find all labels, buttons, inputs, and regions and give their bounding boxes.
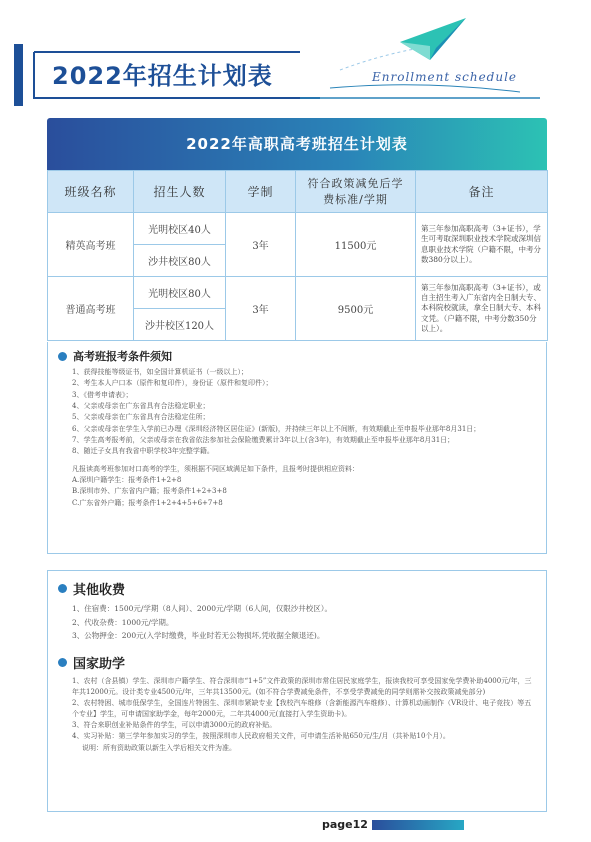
flight-path bbox=[340, 48, 420, 70]
table-row bbox=[48, 213, 548, 245]
fee: 9500元 bbox=[296, 277, 416, 341]
list-item: 4、父亲或母亲在广东省具有合法稳定职业； bbox=[72, 401, 210, 410]
enrollment-table-section bbox=[47, 118, 547, 341]
list-item: C.广东省外户籍；报考条件1+2+4+5+6+7+8 bbox=[72, 498, 223, 507]
other-fees-list bbox=[58, 602, 536, 643]
campus-count: 光明校区40人 bbox=[134, 213, 226, 245]
list-item: 8、随迁子女具有我省中职学校3年完整学籍。 bbox=[72, 447, 214, 456]
page-title: 2022年招生计划表 bbox=[52, 62, 273, 90]
table-row bbox=[48, 277, 548, 309]
aid-note: 说明：所有资助政策以新生入学后相关文件为准。 bbox=[82, 743, 236, 752]
list-item: 3、符合来职创业补贴条件的学生，可以申请3000元的政府补贴。 bbox=[72, 721, 277, 730]
note: 第三年参加高职高考（3+证书），或自主招生考入广东省内全日制大专、本科院校就读，拿全日制大专、本科文凭。（户籍不限，中考分数350分以上）。 bbox=[416, 277, 548, 341]
col-header-duration: 学制 bbox=[226, 171, 296, 213]
col-header-class: 班级名称 bbox=[48, 171, 134, 213]
conditions-heading-row bbox=[58, 348, 536, 364]
fee: 11500元 bbox=[296, 213, 416, 277]
bullet-dot-icon bbox=[58, 584, 67, 593]
other-fees-heading-row bbox=[58, 579, 536, 598]
page-number: page12 bbox=[322, 818, 368, 831]
list-item: 1、农村（含县镇）学生、深圳市户籍学生、符合深圳市“1+5”文件政策的深圳市常住居民家庭学生，报读我校可享受国家免学费补助4000元/年，三年共12000元。设计类专业4500元/年，三年共13500元。(如不符合学费减免条件，不享受学费减免的同学则需补交按政策减免部分) bbox=[72, 676, 532, 696]
paper-plane-icon bbox=[400, 18, 466, 60]
note: 第三年参加高职高考（3+证书），学生可考取深圳职业技术学院或深圳信息职业技术学院（户籍不限，中考分数380分以上）。 bbox=[416, 213, 548, 277]
page-subtitle-en: Enrollment schedule bbox=[372, 70, 518, 84]
list-item: 6、父亲或母亲在学生入学前已办理《深圳经济特区居住证》(新版)，并持续三年以上不间断，有效期截止至申报毕业那年8月31日； bbox=[72, 424, 481, 433]
col-header-note: 备注 bbox=[416, 171, 548, 213]
other-fees-section bbox=[47, 570, 547, 812]
col-header-enrollment: 招生人数 bbox=[134, 171, 226, 213]
class-name: 精英高考班 bbox=[48, 213, 134, 277]
header-left-bar bbox=[14, 44, 23, 106]
swoosh-line bbox=[330, 85, 520, 92]
list-item: B.深圳市外、广东省内户籍；报考条件1+2+3+8 bbox=[72, 487, 227, 496]
list-item: 7、学生高考报考前，父亲或母亲在我省依法参加社会保险缴费累计3年以上(含3年)，有效期截止至申报毕业那年8月31日； bbox=[72, 435, 455, 444]
col-header-fee: 符合政策减免后学费标准/学期 bbox=[296, 171, 416, 213]
class-name: 普通高考班 bbox=[48, 277, 134, 341]
list-item: 1、住宿费：1500元/学期（8人间）、2000元/学期（6人间，仅限沙井校区）。 bbox=[72, 604, 333, 613]
list-item: 4、实习补贴：第三学年参加实习的学生，按照深圳市人民政府相关文件，可申请生活补贴650元/生/月（共补贴10个月）。 bbox=[72, 732, 450, 741]
aid-list bbox=[58, 676, 536, 754]
page-bar-decoration bbox=[372, 820, 464, 830]
table-title: 2022年高职高考班招生计划表 bbox=[47, 118, 547, 170]
list-item: A.深圳户籍学生：报考条件1+2+8 bbox=[72, 475, 182, 484]
conditions-section bbox=[47, 342, 547, 554]
aid-heading: 国家助学 bbox=[73, 656, 126, 672]
conditions-heading: 高考班报考条件须知 bbox=[73, 350, 172, 363]
conditions-intro: 凡报读高考班参加对口高考的学生，须根据不同区域满足如下条件，且报考时提供相应资料： bbox=[72, 464, 359, 473]
campus-count: 沙井校区80人 bbox=[134, 245, 226, 277]
list-item: 3、《借考申请表》； bbox=[72, 390, 133, 399]
bullet-dot-icon bbox=[58, 658, 67, 667]
list-item: 2、代收杂费：1000元/学期。 bbox=[72, 617, 174, 627]
list-item: 2、农村特困、城市低保学生，全国连片特困生、深圳市紧缺专业【我校汽车维修（含新能源汽车维修）、计算机动画制作（VR设计、电子竞技）等五个专业】学生，可申请国家助学金，每年2000元，二年共4000元(直接打入学生资助卡)。 bbox=[72, 698, 532, 719]
duration: 3年 bbox=[226, 213, 296, 277]
other-fees-heading: 其他收费 bbox=[73, 583, 126, 598]
conditions-list bbox=[58, 367, 536, 509]
list-item: 3、公物押金：200元(入学时缴费，毕业时若无公物损坏,凭收据全额退还)。 bbox=[72, 631, 325, 640]
enrollment-table bbox=[47, 170, 548, 341]
list-item: 2、考生本人户口本（原件和复印件），身份证（原件和复印件）； bbox=[72, 379, 273, 388]
table-header-row bbox=[48, 171, 548, 213]
duration: 3年 bbox=[226, 277, 296, 341]
bullet-dot-icon bbox=[58, 352, 67, 361]
campus-count: 光明校区80人 bbox=[134, 277, 226, 309]
campus-count: 沙井校区120人 bbox=[134, 309, 226, 341]
list-item: 5、父亲或母亲在广东省具有合法稳定住所； bbox=[72, 413, 210, 422]
page-header bbox=[0, 0, 591, 118]
aid-heading-row bbox=[58, 653, 536, 672]
list-item: 1、获得技能等级证书，如全国计算机证书（一级以上）； bbox=[72, 368, 248, 376]
